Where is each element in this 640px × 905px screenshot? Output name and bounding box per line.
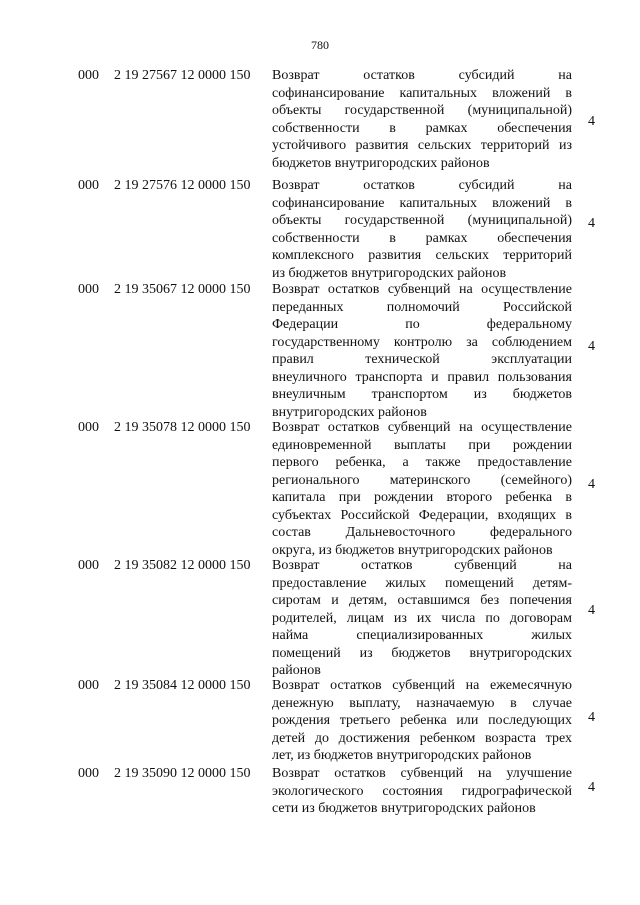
budget-classification-code: 2 19 35082 12 0000 150 bbox=[114, 558, 251, 573]
budget-classification-code: 2 19 35090 12 0000 150 bbox=[114, 766, 251, 781]
description-line: первого ребенка, а также предоставление bbox=[272, 455, 572, 470]
income-description bbox=[272, 557, 572, 680]
description-line: состав Дальневосточного федерального bbox=[272, 525, 572, 540]
income-description bbox=[272, 765, 572, 818]
income-description bbox=[272, 177, 572, 282]
description-line: округа, из бюджетов внутригородских районов bbox=[272, 542, 553, 558]
income-description bbox=[272, 67, 572, 172]
budget-classification-code: 2 19 35078 12 0000 150 bbox=[114, 420, 251, 435]
description-line: найма специализированных жилых bbox=[272, 628, 572, 643]
appendix-number: 4 bbox=[588, 114, 595, 129]
description-line: регионального материнского (семейного) bbox=[272, 472, 572, 488]
budget-classification-code: 2 19 35084 12 0000 150 bbox=[114, 678, 251, 693]
description-line: устойчивого развития сельских территорий из bbox=[272, 138, 572, 153]
admin-code: 000 bbox=[78, 678, 99, 693]
description-line: переданных полномочий Российской bbox=[272, 299, 572, 315]
page-number: 780 bbox=[311, 38, 329, 52]
appendix-number: 4 bbox=[588, 216, 595, 231]
admin-code: 000 bbox=[78, 68, 99, 83]
description-line: софинансирование капитальных вложений в bbox=[272, 195, 572, 211]
description-line: внеуличным транспортом из бюджетов bbox=[272, 387, 572, 402]
description-line: объекты государственной (муниципальной) bbox=[272, 213, 572, 228]
description-line: внутригородских районов bbox=[272, 404, 427, 420]
description-line: Возврат остатков субсидий на bbox=[272, 178, 572, 193]
description-line: Возврат остатков субвенций на bbox=[272, 558, 572, 573]
description-line: рождения третьего ребенка или последующих bbox=[272, 713, 572, 728]
description-line: комплексного развития сельских территорий bbox=[272, 248, 572, 263]
description-line: Возврат остатков субвенций на осуществление bbox=[272, 420, 572, 435]
description-line: капитала при рождении второго ребенка в bbox=[272, 490, 572, 505]
budget-classification-code: 2 19 27576 12 0000 150 bbox=[114, 178, 251, 193]
description-line: собственности в рамках обеспечения bbox=[272, 120, 572, 136]
description-line: лет, из бюджетов внутригородских районов bbox=[272, 748, 532, 763]
appendix-number: 4 bbox=[588, 710, 595, 725]
appendix-number: 4 bbox=[588, 780, 595, 795]
description-line: из бюджетов внутригородских районов bbox=[272, 265, 507, 281]
description-line: детей до достижения ребенком возраста трех bbox=[272, 730, 572, 746]
description-line: софинансирование капитальных вложений в bbox=[272, 85, 572, 101]
description-line: государственному контролю за соблюдением bbox=[272, 334, 572, 350]
description-line: Возврат остатков субвенций на улучшение bbox=[272, 766, 572, 781]
description-line: сиротам и детям, оставшимся без попечения bbox=[272, 593, 572, 608]
income-description bbox=[272, 419, 572, 559]
description-line: собственности в рамках обеспечения bbox=[272, 230, 572, 246]
description-line: сети из бюджетов внутригородских районов bbox=[272, 801, 536, 816]
income-description bbox=[272, 677, 572, 765]
admin-code: 000 bbox=[78, 766, 99, 781]
description-line: денежную выплату, назначаемую в случае bbox=[272, 695, 572, 711]
description-line: внеуличного транспорта и правил пользования bbox=[272, 369, 572, 385]
description-line: Возврат остатков субсидий на bbox=[272, 68, 572, 83]
income-description bbox=[272, 281, 572, 421]
description-line: Федерации по федеральному bbox=[272, 317, 572, 332]
description-line: районов bbox=[272, 663, 321, 678]
budget-classification-code: 2 19 35067 12 0000 150 bbox=[114, 282, 251, 297]
description-line: Возврат остатков субвенций на осуществление bbox=[272, 282, 572, 297]
appendix-number: 4 bbox=[588, 603, 595, 618]
description-line: родителей, лицам из их числа по договорам bbox=[272, 610, 572, 626]
description-line: субъектах Российской Федерации, входящих в bbox=[272, 507, 572, 523]
admin-code: 000 bbox=[78, 282, 99, 297]
admin-code: 000 bbox=[78, 558, 99, 573]
description-line: единовременной выплаты при рождении bbox=[272, 437, 572, 453]
appendix-number: 4 bbox=[588, 477, 595, 492]
description-line: Возврат остатков субвенций на ежемесячную bbox=[272, 678, 572, 693]
budget-classification-code: 2 19 27567 12 0000 150 bbox=[114, 68, 251, 83]
admin-code: 000 bbox=[78, 420, 99, 435]
description-line: экологического состояния гидрографической bbox=[272, 783, 572, 799]
description-line: правил технической эксплуатации bbox=[272, 352, 572, 367]
description-line: помещений из бюджетов внутригородских bbox=[272, 645, 572, 661]
description-line: предоставление жилых помещений детям- bbox=[272, 575, 572, 591]
appendix-number: 4 bbox=[588, 339, 595, 354]
admin-code: 000 bbox=[78, 178, 99, 193]
description-line: объекты государственной (муниципальной) bbox=[272, 103, 572, 118]
description-line: бюджетов внутригородских районов bbox=[272, 155, 490, 171]
